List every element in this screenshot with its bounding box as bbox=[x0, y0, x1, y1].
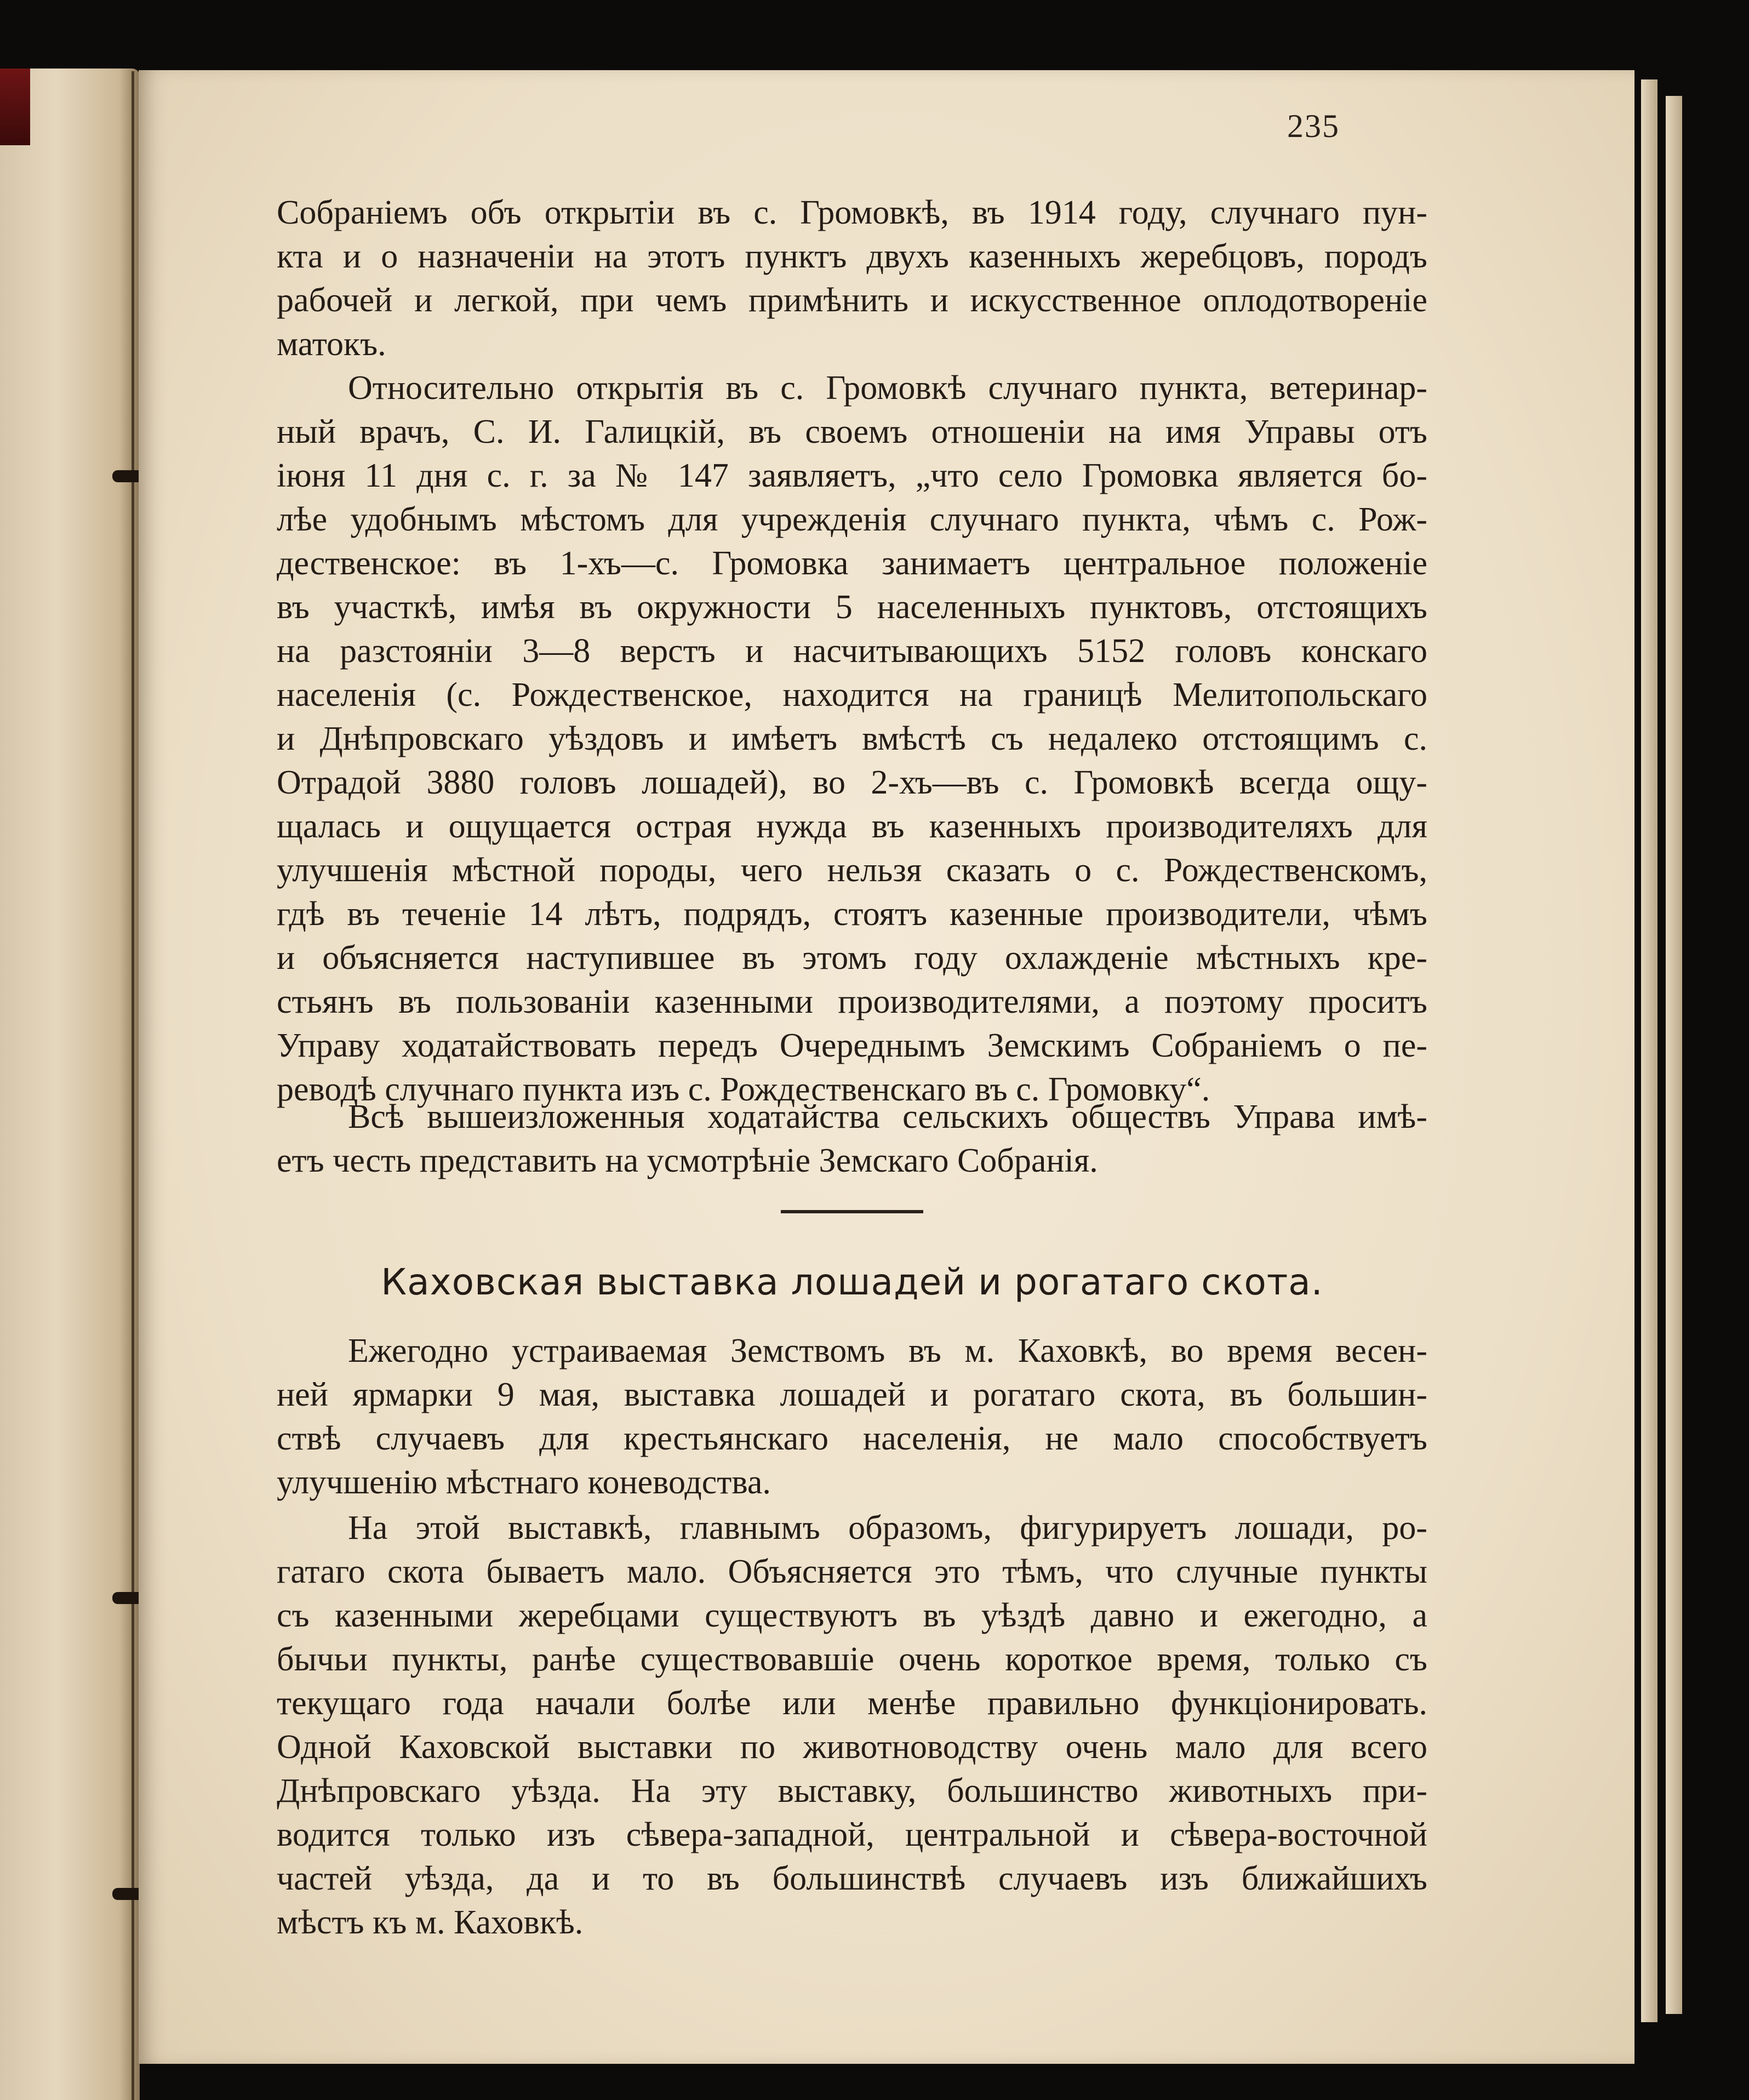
text-line: Одной Каховской выставки по животноводству очень мало для всего bbox=[277, 1728, 1427, 1766]
text-line: На этой выставкѣ, главнымъ образомъ, фигурируетъ лошади, ро- bbox=[348, 1509, 1427, 1547]
text-line: ствѣ случаевъ для крестьянскаго населенія, не мало способствуетъ bbox=[277, 1420, 1427, 1457]
text-line: матокъ. bbox=[277, 326, 386, 363]
section-divider bbox=[781, 1210, 923, 1213]
section-1-paragraph-2 bbox=[277, 366, 1427, 1111]
text-line: бычьи пункты, ранѣе существовавшіе очень короткое время, только съ bbox=[277, 1641, 1427, 1678]
text-line: мѣстъ къ м. Каховкѣ. bbox=[277, 1904, 584, 1941]
page-stack-edge bbox=[1666, 96, 1682, 2014]
text-line: улучшенія мѣстной породы, чего нельзя сказать о с. Рождественскомъ, bbox=[277, 852, 1427, 889]
text-line: частей уѣзда, да и то въ большинствѣ случаевъ изъ ближайшихъ bbox=[277, 1860, 1427, 1897]
text-line: водится только изъ сѣвера-западной, центральной и сѣвера-восточной bbox=[277, 1816, 1427, 1853]
text-line: щалась и ощущается острая нужда въ казенныхъ производителяхъ для bbox=[277, 808, 1427, 845]
section-1-paragraph-3 bbox=[277, 1095, 1427, 1183]
red-cover-corner bbox=[0, 69, 30, 145]
text-line: Ежегодно устраиваемая Земствомъ въ м. Каховкѣ, во время весен- bbox=[348, 1332, 1427, 1369]
text-line: рабочей и легкой, при чемъ примѣнить и искусственное оплодотвореніе bbox=[277, 282, 1427, 319]
text-line: на разстояніи 3—8 верстъ и насчитывающихъ 5152 головъ конскаго bbox=[277, 632, 1427, 670]
binding-thread bbox=[132, 71, 134, 2100]
text-line: Отрадой 3880 головъ лошадей), во 2-хъ—въ с. Громовкѣ всегда ощу- bbox=[277, 764, 1427, 801]
text-line: етъ честь представить на усмотрѣніе Земскаго Собранія. bbox=[277, 1142, 1098, 1179]
text-line: Собраніемъ объ открытіи въ с. Громовкѣ, въ 1914 году, случнаго пун- bbox=[277, 194, 1427, 231]
text-line: текущаго года начали болѣе или менѣе правильно функціонировать. bbox=[277, 1685, 1427, 1722]
text-line: улучшенію мѣстнаго коневодства. bbox=[277, 1464, 771, 1501]
page-number: 235 bbox=[1287, 108, 1340, 144]
text-line: Днѣпровскаго уѣзда. На эту выставку, большинство животныхъ при- bbox=[277, 1772, 1427, 1810]
section-2-paragraph-1 bbox=[277, 1329, 1427, 1504]
text-line: кта и о назначеніи на этотъ пунктъ двухъ казенныхъ жеребцовъ, породъ bbox=[277, 238, 1427, 275]
left-page-edge bbox=[0, 69, 140, 2100]
text-line: іюня 11 дня с. г. за № 147 заявляетъ, „что село Громовка является бо- bbox=[277, 457, 1427, 494]
text-line: гдѣ въ теченіе 14 лѣтъ, подрядъ, стоятъ казенные производители, чѣмъ bbox=[277, 895, 1427, 933]
text-line: ней ярмарки 9 мая, выставка лошадей и рогатаго скота, въ большин- bbox=[277, 1376, 1427, 1413]
section-heading: Каховская выставка лошадей и рогатаго скота. bbox=[381, 1261, 1323, 1303]
text-line: дественское: въ 1-хъ—с. Громовка занимаетъ центральное положеніе bbox=[277, 545, 1427, 582]
section-2-paragraph-2 bbox=[277, 1506, 1427, 1944]
text-line: стьянъ въ пользованіи казенными производителями, а поэтому проситъ bbox=[277, 983, 1427, 1020]
text-line: населенія (с. Рождественское, находится на границѣ Мелитопольскаго bbox=[277, 676, 1427, 714]
text-line: Всѣ вышеизложенныя ходатайства сельскихъ обществъ Управа имѣ- bbox=[348, 1098, 1427, 1135]
text-line: съ казенными жеребцами существуютъ въ уѣздѣ давно и ежегодно, а bbox=[277, 1597, 1427, 1634]
text-line: гатаго скота бываетъ мало. Объясняется это тѣмъ, что случные пункты bbox=[277, 1553, 1427, 1590]
text-line: и Днѣпровскаго уѣздовъ и имѣетъ вмѣстѣ съ недалеко отстоящимъ с. bbox=[277, 720, 1427, 757]
text-line: въ участкѣ, имѣя въ окружности 5 населенныхъ пунктовъ, отстоящихъ bbox=[277, 589, 1427, 626]
section-1-paragraph-1 bbox=[277, 191, 1427, 366]
text-line: и объясняется наступившее въ этомъ году охлажденіе мѣстныхъ кре- bbox=[277, 939, 1427, 977]
text-line: Управу ходатайствовать передъ Очереднымъ Земскимъ Собраніемъ о пе- bbox=[277, 1027, 1427, 1064]
page-stack-edge bbox=[1641, 79, 1657, 2022]
text-line: ный врачъ, С. И. Галицкій, въ своемъ отношеніи на имя Управы отъ bbox=[277, 413, 1427, 450]
text-line: Относительно открытія въ с. Громовкѣ случнаго пункта, ветеринар- bbox=[348, 369, 1427, 407]
text-line: реводѣ случнаго пункта изъ с. Рождественскаго въ с. Громовку“. bbox=[277, 1071, 1210, 1108]
text-line: лѣе удобнымъ мѣстомъ для учрежденія случнаго пункта, чѣмъ с. Рож- bbox=[277, 501, 1427, 538]
